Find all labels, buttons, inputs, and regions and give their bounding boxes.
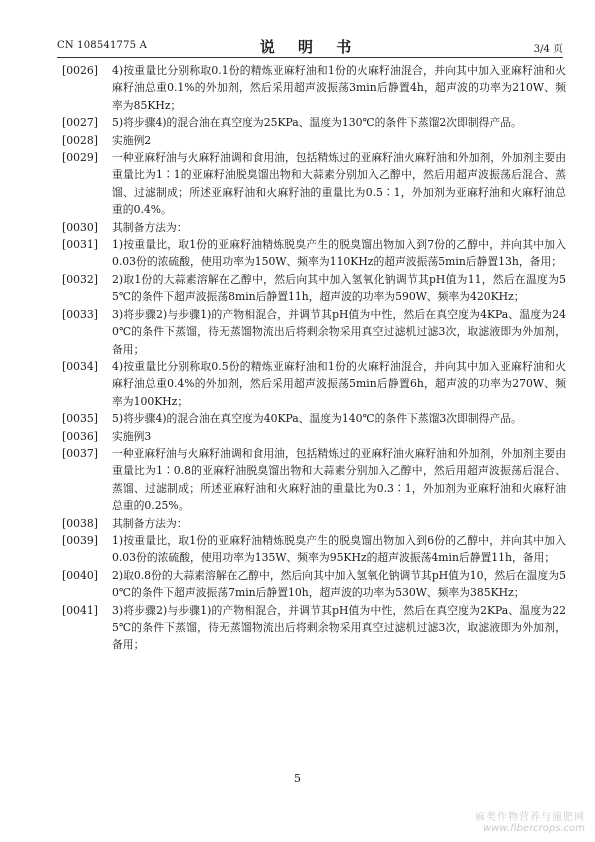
header-rule — [57, 57, 563, 58]
paragraph — [62, 219, 566, 236]
paragraph-text: 5)将步骤4)的混合油在真空度为40KPa、温度为140℃的条件下蒸馏3次即制得产品。 — [112, 412, 522, 426]
paragraph-text: 2)取0.8份的大蒜素溶解在乙醇中，然后向其中加入氢氧化钠调节其pH值为10，然后在温度为50℃的条件下超声波振荡7min后静置10h，超声波的功率为530W、频率为385KHz； — [112, 568, 566, 600]
paragraph — [62, 445, 566, 515]
description-body — [62, 62, 566, 654]
paragraph-number: [0035] — [62, 412, 98, 426]
paragraph-number: [0027] — [62, 116, 98, 130]
patent-number: CN 108541775 A — [57, 40, 148, 51]
paragraph-number: [0040] — [62, 568, 98, 582]
paragraph-number: [0033] — [62, 307, 98, 321]
paragraph-number: [0026] — [62, 64, 98, 77]
paragraph-number: [0041] — [62, 603, 98, 617]
watermark-url: www.fibercrops.com — [483, 823, 585, 834]
paragraph — [62, 602, 566, 654]
page-header — [57, 36, 563, 56]
paragraph — [62, 62, 566, 114]
page-number: 5 — [294, 772, 301, 785]
paragraph-number: [0039] — [62, 533, 98, 547]
paragraph — [62, 271, 566, 306]
paragraph-text: 其制备方法为： — [112, 516, 188, 530]
paragraph-number: [0036] — [62, 429, 98, 443]
paragraph-text: 3)将步骤2)与步骤1)的产物相混合，并调节其pH值为中性，然后在真空度为2KPa、温度为225℃的条件下蒸馏，待无蒸馏物流出后将剩余物采用真空过滤机过滤3次，取滤液即为外加剂，备用； — [112, 603, 566, 652]
paragraph-text: 一种亚麻籽油与火麻籽油调和食用油，包括精炼过的亚麻籽油火麻籽油和外加剂，外加剂主要由重量比为1∶1的亚麻籽油脱臭馏出物和大蒜素分别加入乙醇中，然后用超声波振荡后混合、蒸馏、过滤制成；所述亚麻籽油和火麻籽油的重量比为0.5∶1，外加剂为亚麻籽油和火麻籽油总重的0.4%。 — [112, 151, 566, 217]
paragraph-text: 4)按重量比分别称取0.5份的精炼亚麻籽油和1份的火麻籽油混合，并向其中加入亚麻籽油和火麻籽油总重0.4%的外加剂，然后采用超声波振荡5min后静置6h，超声波的功率为270W、频率为100KHz； — [112, 359, 566, 408]
paragraph-text: 5)将步骤4)的混合油在真空度为25KPa、温度为130℃的条件下蒸馏2次即制得产品。 — [112, 116, 522, 130]
paragraph — [62, 358, 566, 410]
paragraph-text: 1)按重量比，取1份的亚麻籽油精炼脱臭产生的脱臭馏出物加入到7份的乙醇中，并向其中加入0.03份的浓硫酸，使用功率为150W、频率为110KHz的超声波振荡5min后静置13h，备用； — [112, 238, 566, 269]
paragraph-number: [0034] — [62, 359, 98, 373]
paragraph — [62, 114, 566, 131]
paragraph — [62, 236, 566, 271]
section-heading — [62, 428, 566, 445]
paragraph-number: [0028] — [62, 133, 98, 147]
section-heading — [62, 132, 566, 149]
paragraph — [62, 410, 566, 427]
watermark — [475, 808, 585, 834]
heading-text: 实施例3 — [112, 429, 152, 443]
paragraph-number: [0032] — [62, 272, 98, 286]
heading-text: 实施例2 — [112, 133, 152, 147]
paragraph — [62, 149, 566, 219]
document-title: 说 明 书 — [259, 38, 361, 56]
paragraph-text: 其制备方法为： — [112, 220, 188, 234]
paragraph-text: 1)按重量比，取1份的亚麻籽油精炼脱臭产生的脱臭馏出物加入到6份的乙醇中，并向其中加入0.03份的浓硫酸，使用功率为135W、频率为95KHz的超声波振荡4min后静置11h，备用； — [112, 533, 566, 565]
watermark-site-name: 麻类作物营养与施肥网 — [475, 812, 585, 823]
paragraph-text: 一种亚麻籽油与火麻籽油调和食用油，包括精炼过的亚麻籽油火麻籽油和外加剂，外加剂主要由重量比为1∶0.8的亚麻籽油脱臭馏出物和大蒜素分别加入乙醇中，然后用超声波振荡后混合、蒸馏、过滤制成；所述亚麻籽油和火麻籽油的重量比为0.3∶1，外加剂为亚麻籽油和火麻籽油总重的0.25%。 — [112, 446, 566, 513]
paragraph — [62, 532, 566, 567]
paragraph-number: [0030] — [62, 220, 98, 234]
paragraph-number: [0031] — [62, 238, 98, 252]
paragraph-number: [0038] — [62, 516, 98, 530]
paragraph-text: 2)取1份的大蒜素溶解在乙醇中，然后向其中加入氢氧化钠调节其pH值为11，然后在温度为55℃的条件下超声波振荡8min后静置11h，超声波的功率为590W、频率为420KHz； — [112, 272, 566, 304]
paragraph — [62, 515, 566, 532]
paragraph — [62, 567, 566, 602]
paragraph-text: 4)按重量比分别称取0.1份的精炼亚麻籽油和1份的火麻籽油混合，并向其中加入亚麻籽油和火麻籽油总重0.1%的外加剂，然后采用超声波振荡3min后静置4h，超声波的功率为210W、频率为85KHz； — [112, 64, 566, 112]
paragraph-text: 3)将步骤2)与步骤1)的产物相混合，并调节其pH值为中性，然后在真空度为4KPa、温度为240℃的条件下蒸馏，待无蒸馏物流出后将剩余物采用真空过滤机过滤3次，取滤液即为外加剂，备用； — [112, 307, 566, 356]
paragraph — [62, 306, 566, 358]
paragraph-number: [0029] — [62, 151, 98, 165]
paragraph-number: [0037] — [62, 446, 98, 460]
page-info: 3/4 页 — [533, 44, 563, 55]
